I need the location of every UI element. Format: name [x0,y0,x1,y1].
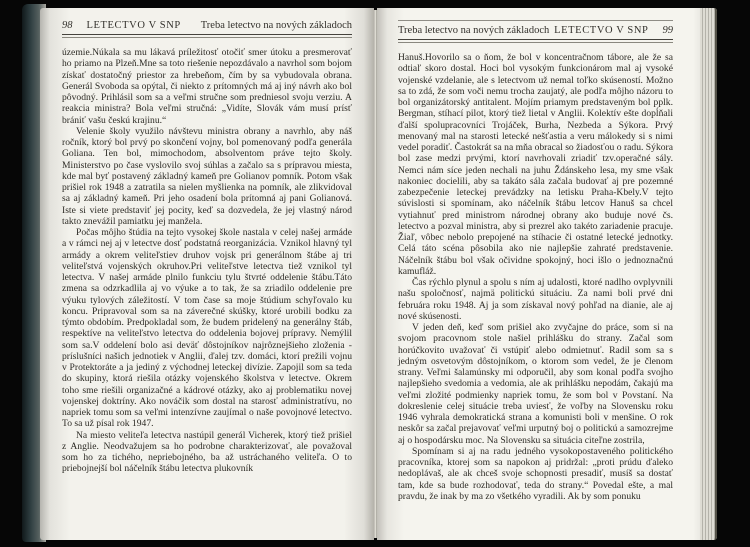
running-head-left-group [62,20,181,31]
paragraph: Na miesto veliteľa letectva nastúpil generál Vicherek, ktorý tiež prišiel z Anglie. Neodvažujem sa ho podrobne charakterizovať, ale považoval som ho za tichého, nepriebojného, ba až ustráchaného veliteľa. O to priebojnejší bol náčelník štábu letectva plukovník [62,429,352,475]
book-title: LETECTVO V SNP [554,25,649,36]
chapter-title: Treba letectvo na nových základoch [200,20,352,31]
page-98 [40,8,374,540]
running-head-topline [398,20,673,21]
paragraph: Spomínam si aj na radu jedného vysokopostaveného politického pracovníka, ktorej som sa napokon aj pridržal: „proti prúdu ďaleko nedoplávaš, ale ak chceš svoje schopnosti presadiť, musíš sa dostať tam, kde sa bude rozhodovať, teda do strany.“ Povedal ešte, a mal pravdu, že inak by ma zo všetkého vyradili. Ak by som ponuku [398,445,673,502]
paragraph: územie.Núkala sa mu lákavá príležitosť otočiť smer útoku a presmerovať ho priamo na Plzeň.Mne sa toto riešenie nepozdávalo a navrhol som bojom získať dostatočný priestor za hrebeňom, čím by sa vybudovala obrana. Generál Svoboda sa opýtal, či niekto z prítomných má aj iný návrh ako bol pôvodný. Prihlásil som sa a veľmi stručne som predniesol svoju verziu. A reakcia ministra? Bola veľmi stručná: „Vidíte, Slovák vám musí prísť brániť vašu českú krajinu.“ [62,47,352,126]
paragraph: Velenie školy využilo návštevu ministra obrany a navrhlo, aby náš ročník, ktorý bol prvý po skončení vojny, bol pomenovaný podľa generála Goliana. Ten bol, mimochodom, absolventom práve tejto školy. Ministerstvo po čase vyslovilo svoj súhlas a začalo sa s prípravou miesta, kde mal byť postavený základný kameň pre Golianov pomník. Potom však prišiel rok 1948 a zatratila sa nielen myšlienka na pomník, ale zlikvidoval sa aj základný kameň. Pri jeho osadení bola prítomná aj pani Golianová. Iste si viete predstaviť jej pocity, keď sa dozvedela, že jej vlastný národ takto znevážil pamiatku jej manžela. [62,125,352,227]
paragraph: Čas rýchlo plynul a spolu s ním aj udalosti, ktoré nadlho ovplyvnili našu spoločnosť, najmä politickú situáciu. Za nami boli prvé dni februára roku 1948. Aj ja som získaval nový pohľad na dianie, ale aj nové skúsenosti. [398,277,673,322]
running-head [62,20,352,31]
page-99 [377,8,717,540]
page-body [62,47,352,475]
paragraph: Počas môjho štúdia na tejto vysokej škole nastala v celej našej armáde a v rámci nej aj v letectve dosť podstatná reorganizácia. Vznikol hlavný tyl armády a okrem veliteľstiev druhov vojsk pri generálnom štábe aj tri veliteľstvá vojenských okruhov.Pri veliteľstve letectva tiež vznikol tyl letectva. V našej armáde plnilo funkciu tylu štvrté oddelenie štábu.Táto zmena sa odzrkadlila aj vo výuke a to tak, že sa zriadilo oddelenie pre výuku tylových záležitostí. V tom čase sa moje štúdium schyľovalo ku koncu. Pripravoval som sa na záverečné skúšky, ktoré urobili bodku za týmto obdobím. Predpokladal som, že budem pridelený na generálny štáb, respektíve na veliteľstvo letectva do oddelenia bojovej prípravy. Nemýlil som sa.V oddelení bolo asi deväť dôstojníkov najrôznejšieho zloženia - príslušníci našich jednotiek v Anglii, ďalej tzv. domáci, ktorí prežili vojnu v Protektoráte a ja jediný z východnej leteckej divízie. Zapojil som sa teda do skupiny, ktorá riešila otázky vojenského školstva v letectve. Okrem toho sme riešili organizačné a kádrové otázky, ako aj problematiku novej vojenskej doktríny. Ako nováčik som dostal na starosť administratívu, no napriek tomu som sa veľmi intenzívne zaujímal o naše povojnové letectvo. To sa už písal rok 1947. [62,227,352,430]
paragraph: V jeden deň, keď som prišiel ako zvyčajne do práce, som si na svojom pracovnom stole našiel prihlášku do strany. Začal som horúčkovito uvažovať či vstúpiť alebo odmietnuť. Radil som sa s jedným osvetovým dôstojníkom, o ktorom som vedel, že je členom strany. Veľmi šalamúnsky mi odporučil, aby som konal podľa svojho najlepšieho svedomia a vedomia, ale ak prihlášku nepodám, čakajú ma veľmi zložité podmienky napriek tomu, že som bol v Povstaní. Na dokreslenie celej situácie treba uviesť, že voľby na Slovensku roku 1946 vyhrala demokratická strana a komunisti boli v menšine. O rok neskôr sa začal prejavovať veľmi urputný boj o politickú a samozrejme aj o hospodársku moc. Na Slovensku sa situácia citeľne zostrila, [398,322,673,446]
running-head-rule [62,34,352,38]
running-head [398,25,673,36]
page-number: 99 [662,25,673,36]
book-title: LETECTVO V SNP [86,20,181,31]
page-body [398,52,673,502]
paragraph: Hanuš.Hovorilo sa o ňom, že bol v koncentračnom tábore, ale že sa odtiaľ skoro dostal. Hoci bol vysokým funkcionárom mal aj vysoké vojenské vzdelanie, ale s letectvom už nemal toľko skúseností. Možno sa to zdá, že som voči nemu trocha zaujatý, ale podľa môjho názoru to bol organizátorský antitalent. Mojím priamym predstaveným bol pplk. Bergman, stíhací pilot, ktorý tiež lietal v Anglii. Kolektív ešte dopĺňali ďalší spolupracovníci Trojáček, Burha, Nezbeda a Sýkora. Prvý menovaný mal na starosti letecké nešťastia a veru málokedy si s nimi vedel poradiť. Častokrát sa na mňa obracal so žiadosťou o radu. Sýkora bol zase medzi prvými, ktorí navrhovali zriadiť tzv.operačné sály. Nemci nám síce jeden nechali na juhu Ždánskeho lesa, my sme však nakoniec docielili, aby sa takáto sála začala budovať aj pre pozemné zabezpečenie leteckej prevádzky na letisku Praha-Kbely.V tejto súvislosti si spomínam, ako náčelník štábu letcov Hanuš sa chcel vytiahnuť pred ministrom národnej obrany ako buduje nové čs. letectvo a pozval ministra, aby si prezrel ako takéto zariadenie pracuje. Žiaľ, vôbec nebolo prepojené na stíhacie či ostatné letecké jednotky. Celá táto scéna pôsobila ako nie najlepšie zahraté predstavenie. Náčelník štábu bol však očividne spokojný, hoci išlo o jednoznačnú kamufláž. [398,52,673,277]
page-number: 98 [62,20,73,31]
running-head-right-group [554,25,673,36]
page-edge-stripes [700,8,717,540]
chapter-title: Treba letectvo na nových základoch [398,25,550,36]
running-head-rule [398,39,673,43]
